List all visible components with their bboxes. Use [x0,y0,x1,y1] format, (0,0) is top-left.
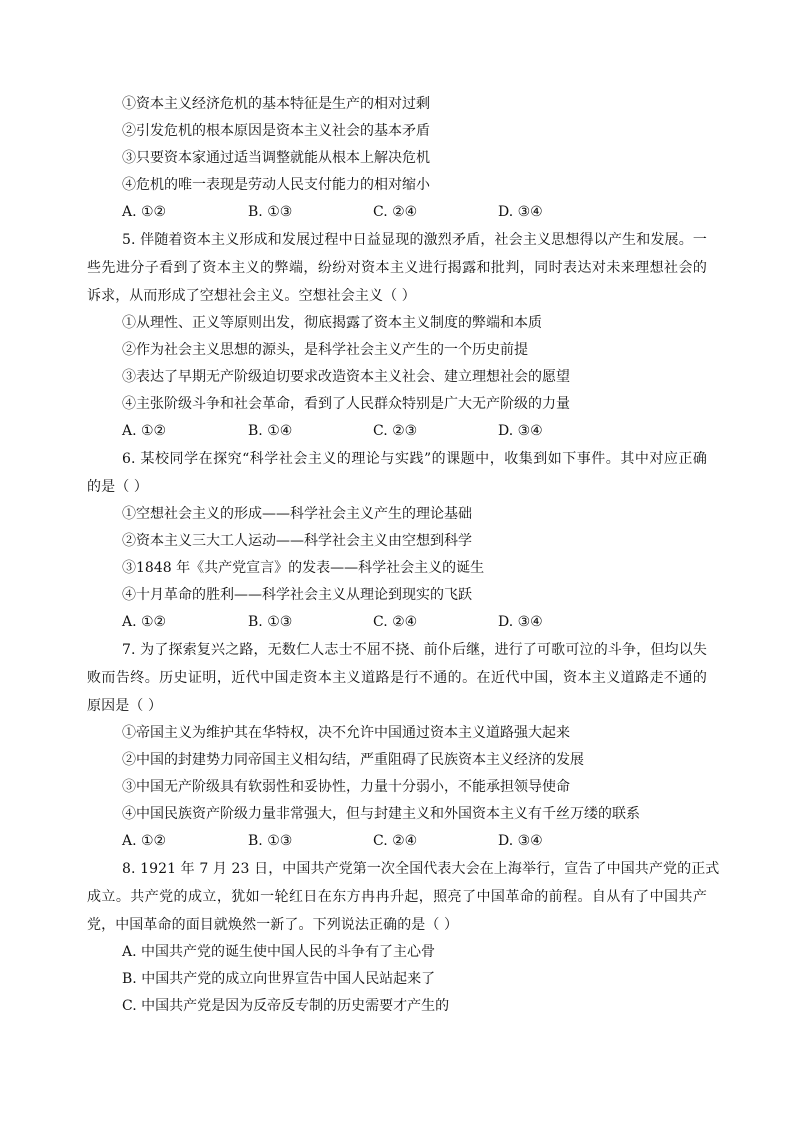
q5-stem-line-1: 5. 伴随着资本主义形成和发展过程中日益显现的激烈矛盾，社会主义思想得以产生和发展。一 [122,232,707,248]
q6-statement-1: ①空想社会主义的形成——科学社会主义产生的理论基础 [122,506,472,522]
q5-statement-4: ④主张阶级斗争和社会革命，看到了人民群众特别是广大无产阶级的力量 [122,396,570,412]
q7-stem-line-3: 原因是（ ） [87,698,163,714]
q4-statement-1: ①资本主义经济危机的基本特征是生产的相对过剩 [122,96,430,112]
q6-option-b[interactable]: B. ①③ [248,614,293,630]
q6-option-d[interactable]: D. ③④ [498,614,543,630]
q7-statement-2: ②中国的封建势力同帝国主义相勾结，严重阻碍了民族资本主义经济的发展 [122,752,584,768]
q5-option-d[interactable]: D. ③④ [498,423,543,439]
q7-stem-line-2: 败而告终。历史证明，近代中国走资本主义道路是行不通的。在近代中国，资本主义道路走不通的 [87,670,707,686]
q8-choice-b[interactable]: B. 中国共产党的成立向世界宣告中国人民站起来了 [122,971,436,987]
q7-option-c[interactable]: C. ②④ [373,833,418,849]
q4-option-a[interactable]: A. ①② [122,204,167,220]
q8-stem-line-2: 成立。共产党的成立，犹如一轮红日在东方冉冉升起，照亮了中国革命的前程。自从有了中国共产 [87,889,707,905]
q5-stem-line-3: 诉求，从而形成了空想社会主义。空想社会主义（ ） [87,288,416,304]
q6-stem-line-1: 6. 某校同学在探究“科学社会主义的理论与实践”的课题中，收集到如下事件。其中对应正确 [122,451,707,467]
q4-option-c[interactable]: C. ②④ [373,204,418,220]
q5-option-b[interactable]: B. ①④ [248,423,293,439]
q5-option-a[interactable]: A. ①② [122,423,167,439]
q8-stem-line-3: 党，中国革命的面目就焕然一新了。下列说法正确的是（ ） [87,917,459,933]
q6-option-c[interactable]: C. ②④ [373,614,418,630]
q4-statement-4: ④危机的唯一表现是劳动人民支付能力的相对缩小 [122,177,430,193]
q4-statement-2: ②引发危机的根本原因是资本主义社会的基本矛盾 [122,123,430,139]
q5-option-c[interactable]: C. ②③ [373,423,418,439]
q5-stem-line-2: 些先进分子看到了资本主义的弊端，纷纷对资本主义进行揭露和批判，同时表达对未来理想社会的 [87,260,707,276]
q7-statement-3: ③中国无产阶级具有软弱性和妥协性，力量十分弱小，不能承担领导使命 [122,779,570,795]
q7-option-b[interactable]: B. ①③ [248,833,293,849]
q5-statement-2: ②作为社会主义思想的源头，是科学社会主义产生的一个历史前提 [122,342,528,358]
q7-statement-4: ④中国民族资产阶级力量非常强大，但与封建主义和外国资本主义有千丝万缕的联系 [122,806,640,822]
q6-stem-line-2: 的是（ ） [87,479,148,495]
q7-stem-line-1: 7. 为了探索复兴之路，无数仁人志士不屈不挠、前仆后继，进行了可歌可泣的斗争，但均以失 [122,642,707,658]
q6-statement-3: ③1848 年《共产党宣言》的发表——科学社会主义的诞生 [122,560,485,576]
q8-stem-line-1: 8. 1921 年 7 月 23 日，中国共产党第一次全国代表大会在上海举行，宣告了中国共产党的正式 [122,861,720,877]
q4-option-d[interactable]: D. ③④ [498,204,543,220]
q7-statement-1: ①帝国主义为维护其在华特权，决不允许中国通过资本主义道路强大起来 [122,725,570,741]
q5-statement-3: ③表达了早期无产阶级迫切要求改造资本主义社会、建立理想社会的愿望 [122,369,570,385]
q8-choice-c[interactable]: C. 中国共产党是因为反帝反专制的历史需要才产生的 [122,998,450,1014]
q8-choice-a[interactable]: A. 中国共产党的诞生使中国人民的斗争有了主心骨 [122,944,436,960]
q7-option-a[interactable]: A. ①② [122,833,167,849]
q6-statement-4: ④十月革命的胜利——科学社会主义从理论到现实的飞跃 [122,587,472,603]
q7-option-d[interactable]: D. ③④ [498,833,543,849]
q6-statement-2: ②资本主义三大工人运动——科学社会主义由空想到科学 [122,533,472,549]
q6-option-a[interactable]: A. ①② [122,614,167,630]
q4-option-b[interactable]: B. ①③ [248,204,293,220]
q5-statement-1: ①从理性、正义等原则出发，彻底揭露了资本主义制度的弊端和本质 [122,315,542,331]
q4-statement-3: ③只要资本家通过适当调整就能从根本上解决危机 [122,150,430,166]
